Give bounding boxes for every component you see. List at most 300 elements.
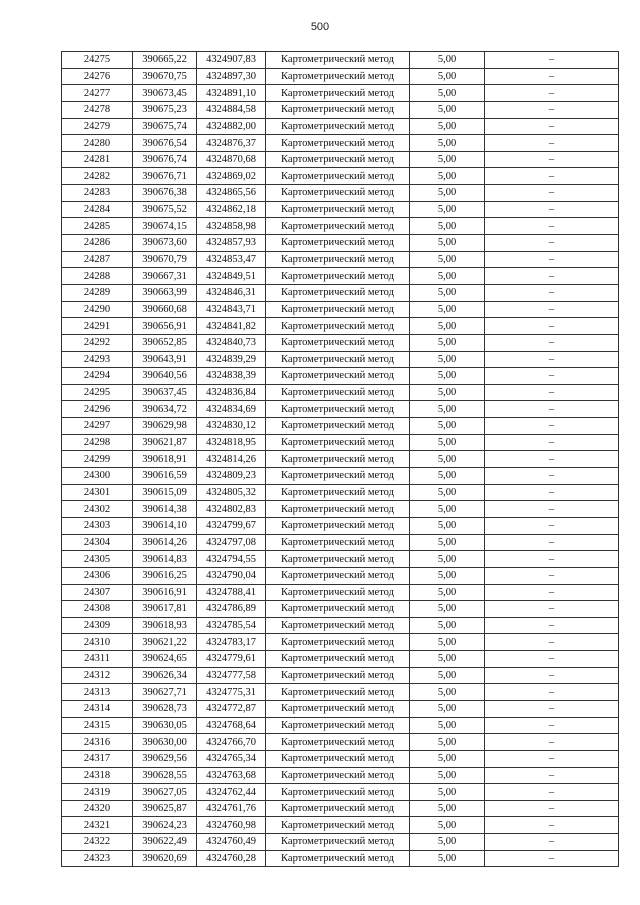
note-cell: – <box>485 551 619 568</box>
x-coordinate-cell: 390621,22 <box>133 634 197 651</box>
note-cell: – <box>485 368 619 385</box>
table-row <box>62 334 619 351</box>
x-coordinate-cell: 390616,91 <box>133 584 197 601</box>
note-cell: – <box>485 501 619 518</box>
accuracy-cell: 5,00 <box>410 734 485 751</box>
note-cell: – <box>485 284 619 301</box>
note-cell: – <box>485 684 619 701</box>
table-row <box>62 468 619 485</box>
x-coordinate-cell: 390673,45 <box>133 85 197 102</box>
note-cell: – <box>485 750 619 767</box>
y-coordinate-cell: 4324891,10 <box>197 85 266 102</box>
x-coordinate-cell: 390629,98 <box>133 418 197 435</box>
point-number-cell: 24302 <box>62 501 133 518</box>
x-coordinate-cell: 390627,05 <box>133 784 197 801</box>
point-number-cell: 24319 <box>62 784 133 801</box>
accuracy-cell: 5,00 <box>410 584 485 601</box>
method-cell: Картометрический метод <box>266 451 410 468</box>
accuracy-cell: 5,00 <box>410 617 485 634</box>
table-row <box>62 651 619 668</box>
x-coordinate-cell: 390643,91 <box>133 351 197 368</box>
table-row <box>62 734 619 751</box>
point-number-cell: 24298 <box>62 434 133 451</box>
table-row <box>62 567 619 584</box>
accuracy-cell: 5,00 <box>410 834 485 851</box>
accuracy-cell: 5,00 <box>410 118 485 135</box>
accuracy-cell: 5,00 <box>410 434 485 451</box>
accuracy-cell: 5,00 <box>410 384 485 401</box>
point-number-cell: 24291 <box>62 318 133 335</box>
point-number-cell: 24286 <box>62 235 133 252</box>
point-number-cell: 24281 <box>62 151 133 168</box>
y-coordinate-cell: 4324802,83 <box>197 501 266 518</box>
accuracy-cell: 5,00 <box>410 567 485 584</box>
table-row <box>62 101 619 118</box>
x-coordinate-cell: 390667,31 <box>133 268 197 285</box>
point-number-cell: 24284 <box>62 201 133 218</box>
y-coordinate-cell: 4324760,49 <box>197 834 266 851</box>
table-row <box>62 268 619 285</box>
method-cell: Картометрический метод <box>266 52 410 69</box>
coordinates-table <box>61 51 619 867</box>
point-number-cell: 24290 <box>62 301 133 318</box>
x-coordinate-cell: 390622,49 <box>133 834 197 851</box>
y-coordinate-cell: 4324777,58 <box>197 667 266 684</box>
note-cell: – <box>485 85 619 102</box>
note-cell: – <box>485 834 619 851</box>
method-cell: Картометрический метод <box>266 850 410 867</box>
accuracy-cell: 5,00 <box>410 235 485 252</box>
point-number-cell: 24306 <box>62 567 133 584</box>
method-cell: Картометрический метод <box>266 418 410 435</box>
x-coordinate-cell: 390674,15 <box>133 218 197 235</box>
table-row <box>62 517 619 534</box>
y-coordinate-cell: 4324876,37 <box>197 135 266 152</box>
y-coordinate-cell: 4324797,08 <box>197 534 266 551</box>
y-coordinate-cell: 4324785,54 <box>197 617 266 634</box>
note-cell: – <box>485 201 619 218</box>
y-coordinate-cell: 4324786,89 <box>197 601 266 618</box>
method-cell: Картометрический метод <box>266 784 410 801</box>
x-coordinate-cell: 390656,91 <box>133 318 197 335</box>
y-coordinate-cell: 4324799,67 <box>197 517 266 534</box>
accuracy-cell: 5,00 <box>410 750 485 767</box>
method-cell: Картометрический метод <box>266 617 410 634</box>
note-cell: – <box>485 52 619 69</box>
note-cell: – <box>485 534 619 551</box>
accuracy-cell: 5,00 <box>410 634 485 651</box>
accuracy-cell: 5,00 <box>410 85 485 102</box>
y-coordinate-cell: 4324788,41 <box>197 584 266 601</box>
y-coordinate-cell: 4324783,17 <box>197 634 266 651</box>
method-cell: Картометрический метод <box>266 301 410 318</box>
method-cell: Картометрический метод <box>266 401 410 418</box>
method-cell: Картометрический метод <box>266 717 410 734</box>
point-number-cell: 24318 <box>62 767 133 784</box>
accuracy-cell: 5,00 <box>410 101 485 118</box>
method-cell: Картометрический метод <box>266 85 410 102</box>
x-coordinate-cell: 390628,73 <box>133 700 197 717</box>
note-cell: – <box>485 318 619 335</box>
accuracy-cell: 5,00 <box>410 334 485 351</box>
accuracy-cell: 5,00 <box>410 301 485 318</box>
method-cell: Картометрический метод <box>266 584 410 601</box>
method-cell: Картометрический метод <box>266 251 410 268</box>
method-cell: Картометрический метод <box>266 468 410 485</box>
y-coordinate-cell: 4324805,32 <box>197 484 266 501</box>
x-coordinate-cell: 390624,65 <box>133 651 197 668</box>
point-number-cell: 24288 <box>62 268 133 285</box>
note-cell: – <box>485 567 619 584</box>
table-row <box>62 118 619 135</box>
x-coordinate-cell: 390676,71 <box>133 168 197 185</box>
x-coordinate-cell: 390624,23 <box>133 817 197 834</box>
point-number-cell: 24310 <box>62 634 133 651</box>
table-row <box>62 484 619 501</box>
x-coordinate-cell: 390670,75 <box>133 68 197 85</box>
note-cell: – <box>485 634 619 651</box>
accuracy-cell: 5,00 <box>410 451 485 468</box>
method-cell: Картометрический метод <box>266 384 410 401</box>
table-row <box>62 534 619 551</box>
accuracy-cell: 5,00 <box>410 185 485 202</box>
point-number-cell: 24322 <box>62 834 133 851</box>
point-number-cell: 24294 <box>62 368 133 385</box>
y-coordinate-cell: 4324790,04 <box>197 567 266 584</box>
note-cell: – <box>485 268 619 285</box>
point-number-cell: 24321 <box>62 817 133 834</box>
x-coordinate-cell: 390614,26 <box>133 534 197 551</box>
note-cell: – <box>485 118 619 135</box>
method-cell: Картометрический метод <box>266 68 410 85</box>
method-cell: Картометрический метод <box>266 185 410 202</box>
table-row <box>62 185 619 202</box>
method-cell: Картометрический метод <box>266 434 410 451</box>
table-row <box>62 617 619 634</box>
x-coordinate-cell: 390627,71 <box>133 684 197 701</box>
table-row <box>62 68 619 85</box>
table-row <box>62 800 619 817</box>
table-row <box>62 817 619 834</box>
table-row <box>62 684 619 701</box>
accuracy-cell: 5,00 <box>410 368 485 385</box>
accuracy-cell: 5,00 <box>410 484 485 501</box>
method-cell: Картометрический метод <box>266 218 410 235</box>
x-coordinate-cell: 390675,52 <box>133 201 197 218</box>
point-number-cell: 24295 <box>62 384 133 401</box>
y-coordinate-cell: 4324834,69 <box>197 401 266 418</box>
method-cell: Картометрический метод <box>266 101 410 118</box>
point-number-cell: 24289 <box>62 284 133 301</box>
note-cell: – <box>485 767 619 784</box>
y-coordinate-cell: 4324760,98 <box>197 817 266 834</box>
y-coordinate-cell: 4324841,82 <box>197 318 266 335</box>
table-row <box>62 584 619 601</box>
method-cell: Картометрический метод <box>266 534 410 551</box>
table-row <box>62 52 619 69</box>
point-number-cell: 24275 <box>62 52 133 69</box>
method-cell: Картометрический метод <box>266 634 410 651</box>
table-row <box>62 301 619 318</box>
method-cell: Картометрический метод <box>266 767 410 784</box>
note-cell: – <box>485 617 619 634</box>
y-coordinate-cell: 4324818,95 <box>197 434 266 451</box>
note-cell: – <box>485 700 619 717</box>
x-coordinate-cell: 390615,09 <box>133 484 197 501</box>
table-row <box>62 750 619 767</box>
table-row <box>62 201 619 218</box>
point-number-cell: 24304 <box>62 534 133 551</box>
point-number-cell: 24320 <box>62 800 133 817</box>
y-coordinate-cell: 4324766,70 <box>197 734 266 751</box>
accuracy-cell: 5,00 <box>410 201 485 218</box>
accuracy-cell: 5,00 <box>410 251 485 268</box>
accuracy-cell: 5,00 <box>410 717 485 734</box>
method-cell: Картометрический метод <box>266 667 410 684</box>
point-number-cell: 24278 <box>62 101 133 118</box>
point-number-cell: 24280 <box>62 135 133 152</box>
table-row <box>62 784 619 801</box>
point-number-cell: 24293 <box>62 351 133 368</box>
y-coordinate-cell: 4324779,61 <box>197 651 266 668</box>
y-coordinate-cell: 4324882,00 <box>197 118 266 135</box>
x-coordinate-cell: 390625,87 <box>133 800 197 817</box>
y-coordinate-cell: 4324884,58 <box>197 101 266 118</box>
method-cell: Картометрический метод <box>266 700 410 717</box>
note-cell: – <box>485 418 619 435</box>
x-coordinate-cell: 390660,68 <box>133 301 197 318</box>
method-cell: Картометрический метод <box>266 817 410 834</box>
y-coordinate-cell: 4324809,23 <box>197 468 266 485</box>
y-coordinate-cell: 4324772,87 <box>197 700 266 717</box>
point-number-cell: 24282 <box>62 168 133 185</box>
accuracy-cell: 5,00 <box>410 318 485 335</box>
accuracy-cell: 5,00 <box>410 218 485 235</box>
accuracy-cell: 5,00 <box>410 651 485 668</box>
table-row <box>62 135 619 152</box>
method-cell: Картометрический метод <box>266 351 410 368</box>
table-row <box>62 501 619 518</box>
y-coordinate-cell: 4324768,64 <box>197 717 266 734</box>
note-cell: – <box>485 185 619 202</box>
accuracy-cell: 5,00 <box>410 268 485 285</box>
note-cell: – <box>485 301 619 318</box>
x-coordinate-cell: 390676,54 <box>133 135 197 152</box>
accuracy-cell: 5,00 <box>410 151 485 168</box>
note-cell: – <box>485 601 619 618</box>
accuracy-cell: 5,00 <box>410 850 485 867</box>
note-cell: – <box>485 817 619 834</box>
point-number-cell: 24299 <box>62 451 133 468</box>
accuracy-cell: 5,00 <box>410 800 485 817</box>
table-row <box>62 418 619 435</box>
x-coordinate-cell: 390621,87 <box>133 434 197 451</box>
method-cell: Картометрический метод <box>266 800 410 817</box>
y-coordinate-cell: 4324760,28 <box>197 850 266 867</box>
point-number-cell: 24285 <box>62 218 133 235</box>
point-number-cell: 24323 <box>62 850 133 867</box>
x-coordinate-cell: 390630,00 <box>133 734 197 751</box>
x-coordinate-cell: 390630,05 <box>133 717 197 734</box>
method-cell: Картометрический метод <box>266 284 410 301</box>
point-number-cell: 24317 <box>62 750 133 767</box>
x-coordinate-cell: 390640,56 <box>133 368 197 385</box>
y-coordinate-cell: 4324765,34 <box>197 750 266 767</box>
x-coordinate-cell: 390675,23 <box>133 101 197 118</box>
note-cell: – <box>485 734 619 751</box>
table-row <box>62 85 619 102</box>
method-cell: Картометрический метод <box>266 168 410 185</box>
method-cell: Картометрический метод <box>266 318 410 335</box>
note-cell: – <box>485 468 619 485</box>
accuracy-cell: 5,00 <box>410 601 485 618</box>
x-coordinate-cell: 390628,55 <box>133 767 197 784</box>
table-row <box>62 251 619 268</box>
x-coordinate-cell: 390626,34 <box>133 667 197 684</box>
method-cell: Картометрический метод <box>266 517 410 534</box>
accuracy-cell: 5,00 <box>410 52 485 69</box>
table-row <box>62 168 619 185</box>
note-cell: – <box>485 434 619 451</box>
point-number-cell: 24277 <box>62 85 133 102</box>
note-cell: – <box>485 667 619 684</box>
x-coordinate-cell: 390665,22 <box>133 52 197 69</box>
point-number-cell: 24276 <box>62 68 133 85</box>
table-row <box>62 368 619 385</box>
accuracy-cell: 5,00 <box>410 700 485 717</box>
table-row <box>62 318 619 335</box>
point-number-cell: 24300 <box>62 468 133 485</box>
method-cell: Картометрический метод <box>266 334 410 351</box>
accuracy-cell: 5,00 <box>410 767 485 784</box>
method-cell: Картометрический метод <box>266 135 410 152</box>
table-row <box>62 434 619 451</box>
note-cell: – <box>485 151 619 168</box>
method-cell: Картометрический метод <box>266 750 410 767</box>
table-row <box>62 717 619 734</box>
method-cell: Картометрический метод <box>266 651 410 668</box>
point-number-cell: 24279 <box>62 118 133 135</box>
point-number-cell: 24305 <box>62 551 133 568</box>
note-cell: – <box>485 68 619 85</box>
note-cell: – <box>485 218 619 235</box>
method-cell: Картометрический метод <box>266 551 410 568</box>
y-coordinate-cell: 4324846,31 <box>197 284 266 301</box>
table-row <box>62 850 619 867</box>
accuracy-cell: 5,00 <box>410 468 485 485</box>
note-cell: – <box>485 784 619 801</box>
note-cell: – <box>485 517 619 534</box>
table-row <box>62 700 619 717</box>
x-coordinate-cell: 390616,59 <box>133 468 197 485</box>
method-cell: Картометрический метод <box>266 601 410 618</box>
x-coordinate-cell: 390663,99 <box>133 284 197 301</box>
note-cell: – <box>485 717 619 734</box>
note-cell: – <box>485 850 619 867</box>
y-coordinate-cell: 4324857,93 <box>197 235 266 252</box>
accuracy-cell: 5,00 <box>410 551 485 568</box>
x-coordinate-cell: 390629,56 <box>133 750 197 767</box>
x-coordinate-cell: 390620,69 <box>133 850 197 867</box>
method-cell: Картометрический метод <box>266 151 410 168</box>
accuracy-cell: 5,00 <box>410 501 485 518</box>
x-coordinate-cell: 390673,60 <box>133 235 197 252</box>
y-coordinate-cell: 4324843,71 <box>197 301 266 318</box>
table-row <box>62 834 619 851</box>
y-coordinate-cell: 4324814,26 <box>197 451 266 468</box>
table-row <box>62 601 619 618</box>
note-cell: – <box>485 584 619 601</box>
note-cell: – <box>485 484 619 501</box>
y-coordinate-cell: 4324794,55 <box>197 551 266 568</box>
accuracy-cell: 5,00 <box>410 68 485 85</box>
note-cell: – <box>485 101 619 118</box>
y-coordinate-cell: 4324865,56 <box>197 185 266 202</box>
point-number-cell: 24301 <box>62 484 133 501</box>
x-coordinate-cell: 390616,25 <box>133 567 197 584</box>
note-cell: – <box>485 168 619 185</box>
y-coordinate-cell: 4324907,83 <box>197 52 266 69</box>
point-number-cell: 24315 <box>62 717 133 734</box>
y-coordinate-cell: 4324849,51 <box>197 268 266 285</box>
point-number-cell: 24316 <box>62 734 133 751</box>
y-coordinate-cell: 4324775,31 <box>197 684 266 701</box>
accuracy-cell: 5,00 <box>410 135 485 152</box>
y-coordinate-cell: 4324869,02 <box>197 168 266 185</box>
page-number: 500 <box>310 21 330 33</box>
point-number-cell: 24292 <box>62 334 133 351</box>
point-number-cell: 24287 <box>62 251 133 268</box>
table-row <box>62 218 619 235</box>
method-cell: Картометрический метод <box>266 235 410 252</box>
x-coordinate-cell: 390675,74 <box>133 118 197 135</box>
table-row <box>62 667 619 684</box>
note-cell: – <box>485 384 619 401</box>
note-cell: – <box>485 334 619 351</box>
note-cell: – <box>485 251 619 268</box>
y-coordinate-cell: 4324761,76 <box>197 800 266 817</box>
table-row <box>62 451 619 468</box>
y-coordinate-cell: 4324838,39 <box>197 368 266 385</box>
y-coordinate-cell: 4324763,68 <box>197 767 266 784</box>
y-coordinate-cell: 4324839,29 <box>197 351 266 368</box>
x-coordinate-cell: 390652,85 <box>133 334 197 351</box>
note-cell: – <box>485 800 619 817</box>
accuracy-cell: 5,00 <box>410 534 485 551</box>
y-coordinate-cell: 4324853,47 <box>197 251 266 268</box>
accuracy-cell: 5,00 <box>410 684 485 701</box>
method-cell: Картометрический метод <box>266 734 410 751</box>
point-number-cell: 24297 <box>62 418 133 435</box>
accuracy-cell: 5,00 <box>410 667 485 684</box>
method-cell: Картометрический метод <box>266 684 410 701</box>
method-cell: Картометрический метод <box>266 834 410 851</box>
method-cell: Картометрический метод <box>266 268 410 285</box>
accuracy-cell: 5,00 <box>410 401 485 418</box>
method-cell: Картометрический метод <box>266 501 410 518</box>
table-row <box>62 351 619 368</box>
table-row <box>62 767 619 784</box>
accuracy-cell: 5,00 <box>410 168 485 185</box>
y-coordinate-cell: 4324830,12 <box>197 418 266 435</box>
x-coordinate-cell: 390614,83 <box>133 551 197 568</box>
accuracy-cell: 5,00 <box>410 817 485 834</box>
accuracy-cell: 5,00 <box>410 784 485 801</box>
table-row <box>62 634 619 651</box>
y-coordinate-cell: 4324870,68 <box>197 151 266 168</box>
table-row <box>62 551 619 568</box>
point-number-cell: 24283 <box>62 185 133 202</box>
